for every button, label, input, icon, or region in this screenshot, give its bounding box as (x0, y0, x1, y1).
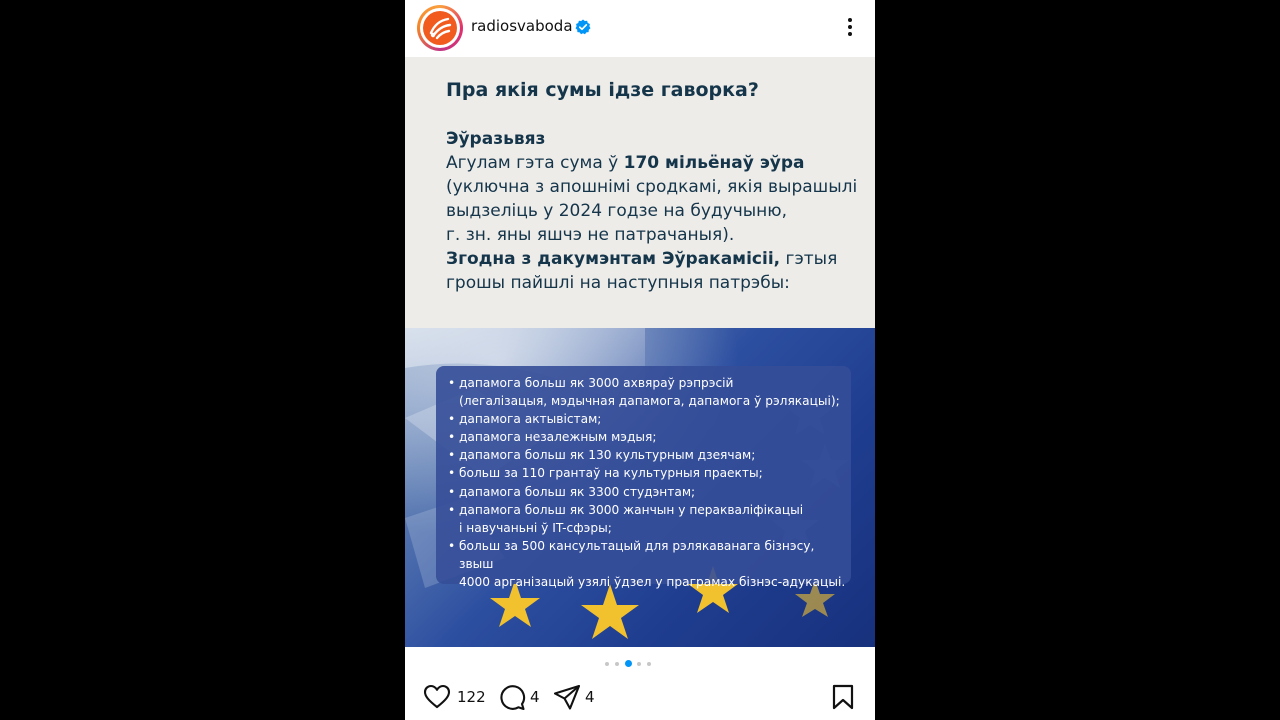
slide-line-6: грошы пайшлі на наступныя патрэбы: (446, 273, 790, 293)
heart-icon[interactable] (423, 683, 451, 711)
list-item: • больш за 110 грантаў на культурныя праекты; (448, 464, 851, 482)
carousel-dot (625, 660, 632, 667)
post-header (405, 0, 875, 56)
carousel-slide[interactable] (405, 57, 875, 647)
instagram-post (405, 0, 875, 720)
more-options-icon[interactable] (843, 16, 857, 38)
list-item: • дапамога больш як 3300 студэнтам; (448, 483, 851, 501)
slide-line-3: выдзеліць у 2024 годзе на будучыню, (446, 201, 787, 221)
list-item: • дапамога больш як 3000 жанчын у перакваліфікацыі і навучаньні ў IT-сфэры; (448, 501, 851, 537)
carousel-dot (647, 662, 651, 666)
slide-heading: Эўразьвяз (446, 129, 546, 149)
send-icon[interactable] (553, 683, 581, 711)
action-bar (405, 675, 875, 720)
shares-count[interactable]: 4 (585, 688, 595, 706)
radio-svaboda-logo (423, 11, 457, 45)
slide-line-4: г. зн. яны яшчэ не патрачаныя). (446, 225, 735, 245)
slide-line-1: Агулам гэта сума ў 170 мільёнаў эўра (446, 153, 805, 173)
likes-count[interactable]: 122 (457, 688, 486, 706)
carousel-dot (605, 662, 609, 666)
needs-list-box (436, 366, 851, 590)
slide-line-2: (уключна з апошнімі сродкамі, якія вырашылі (446, 177, 858, 197)
list-item: • дапамога больш як 3000 ахвяраў рэпрэсій (легалізацыя, мэдычная дапамога, дапамога ў рэлякацыі); (448, 374, 851, 410)
slide-line-5: Згодна з дакумэнтам Эўракамісіі, гэтыя (446, 249, 838, 269)
eu-flag-photo (405, 328, 875, 647)
carousel-indicator (605, 660, 675, 668)
carousel-dot (637, 662, 641, 666)
list-item: • больш за 500 кансультацый для рэлякаванага бізнэсу, звыш 4000 арганізацый узялі ўдзел у праграмах бізнэс-адукацыі. (448, 537, 851, 591)
list-item: • дапамога больш як 130 культурным дзеячам; (448, 446, 851, 464)
comment-icon[interactable] (498, 683, 526, 711)
carousel-dot (615, 662, 619, 666)
comments-count[interactable]: 4 (530, 688, 540, 706)
needs-list (436, 366, 851, 591)
list-item: • дапамога актывістам; (448, 410, 851, 428)
avatar[interactable] (417, 5, 463, 51)
slide-title: Пра якія сумы ідзе гаворка? (446, 79, 759, 101)
bookmark-icon[interactable] (829, 683, 857, 711)
username[interactable]: radiosvaboda (471, 17, 573, 35)
verified-badge-icon (575, 19, 591, 35)
list-item: • дапамога незалежным мэдыя; (448, 428, 851, 446)
